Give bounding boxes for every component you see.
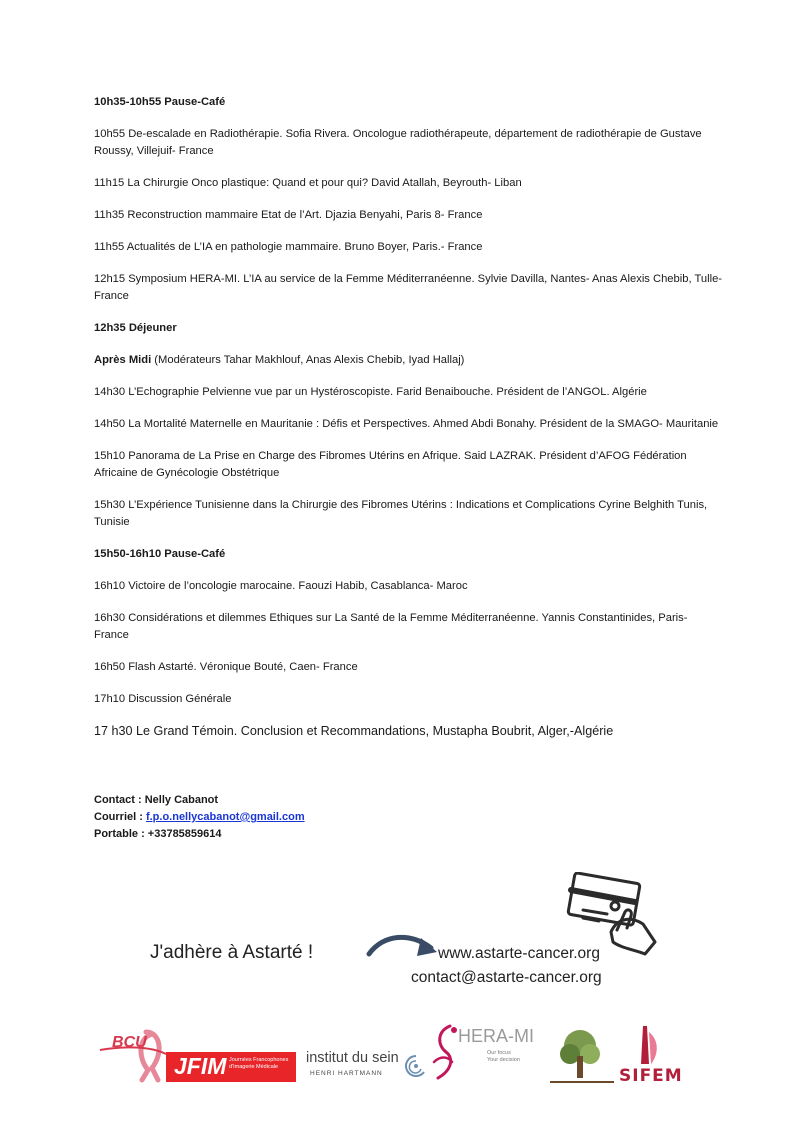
program-list — [94, 94, 724, 755]
program-item-text: (Modérateurs Tahar Makhlouf, Anas Alexis Chebib, Iyad Hallaj) — [151, 354, 465, 366]
jfim-logo-text: JFIM — [174, 1053, 227, 1079]
program-item — [94, 175, 724, 192]
contact-block — [94, 792, 305, 843]
promo-website[interactable]: www.astarte-cancer.org — [438, 945, 600, 962]
university-logo — [542, 1022, 622, 1088]
program-item — [94, 416, 724, 433]
contact-email-row — [94, 809, 305, 826]
program-item-text: 11h35 Reconstruction mammaire Etat de l’Art. Djazia Benyahi, Paris 8- France — [94, 209, 483, 221]
program-item-text: 14h30 L’Echographie Pelvienne vue par un Hystéroscopiste. Farid Benaibouche. Président de l’ANGOL. Algérie — [94, 386, 647, 398]
sifem-logo-text: SIFEM — [619, 1066, 683, 1086]
program-item — [94, 94, 724, 111]
program-item — [94, 723, 724, 740]
program-item-lead: Après Midi — [94, 354, 152, 366]
partner-logos — [0, 1018, 798, 1088]
sifem-logo — [617, 1024, 685, 1088]
institut-logo-text: institut du sein — [306, 1050, 399, 1066]
swirl-icon — [402, 1052, 428, 1080]
promo-email[interactable]: contact@astarte-cancer.org — [411, 969, 602, 986]
institut-du-sein-logo — [306, 1050, 428, 1084]
program-item-text: 15h10 Panorama de La Prise en Charge des Fibromes Utérins en Afrique. Said LAZRAK. Président d’AFOG Fédération Africaine de Gynécologie Obstétrique — [94, 450, 687, 479]
program-item-text: 15h50-16h10 Pause-Café — [94, 548, 226, 560]
program-item-text: 17 h30 Le Grand Témoin. Conclusion et Recommandations, Mustapha Boubrit, Alger,-Algérie — [94, 724, 614, 738]
hera-mi-logo-text: HERA-MI — [458, 1026, 534, 1046]
program-item — [94, 126, 724, 160]
promo-slogan: J'adhère à Astarté ! — [150, 942, 314, 963]
program-item-text: 14h50 La Mortalité Maternelle en Mauritanie : Défis et Perspectives. Ahmed Abdi Bonahy. Président de la SMAGO- Mauritanie — [94, 418, 719, 430]
program-item — [94, 546, 724, 563]
program-item-text: 12h35 Déjeuner — [94, 322, 177, 334]
program-item-text: 10h55 De-escalade en Radiothérapie. Sofia Rivera. Oncologue radiothérapeute, département de radiothérapie de Gustave Roussy, Villejuif- France — [94, 128, 702, 157]
jfim-logo-subtitle: Journées Francophones d'Imagerie Médicale — [229, 1057, 289, 1070]
program-item — [94, 691, 724, 708]
contact-email-label: Courriel : — [94, 811, 146, 823]
program-item — [94, 320, 724, 337]
program-item-text: 16h30 Considérations et dilemmes Ethiques sur La Santé de la Femme Méditerranéenne. Yannis Constantinides, Paris- France — [94, 612, 688, 641]
program-item — [94, 610, 724, 644]
bcu-logo-text: BCU — [112, 1034, 147, 1051]
program-item-text: 11h55 Actualités de L’IA en pathologie mammaire. Bruno Boyer, Paris.- France — [94, 241, 483, 253]
membership-card-icon — [565, 872, 661, 958]
program-item-text: 16h50 Flash Astarté. Véronique Bouté, Caen- France — [94, 661, 358, 673]
tree-icon — [542, 1022, 622, 1088]
contact-name: Contact : Nelly Cabanot — [94, 794, 219, 806]
sifem-emblem-icon — [625, 1024, 665, 1066]
bcu-logo — [94, 1028, 174, 1083]
program-item-text: 10h35-10h55 Pause-Café — [94, 96, 226, 108]
program-item-text: 16h10 Victoire de l’oncologie marocaine. Faouzi Habib, Casablanca- Maroc — [94, 580, 468, 592]
program-item — [94, 384, 724, 401]
arrow-icon — [365, 928, 443, 968]
institut-logo-subtitle: HENRI HARTMANN — [310, 1070, 383, 1077]
hera-mi-logo — [430, 1022, 540, 1086]
program-item — [94, 352, 724, 369]
program-item-text: 15h30 L’Expérience Tunisienne dans la Chirurgie des Fibromes Utérins : Indications et Complications Cyrine Belghith Tunis, Tunisie — [94, 499, 708, 528]
program-item — [94, 239, 724, 256]
program-item — [94, 497, 724, 531]
program-item — [94, 271, 724, 305]
program-item — [94, 207, 724, 224]
program-item-text: 11h15 La Chirurgie Onco plastique: Quand et pour qui? David Atallah, Beyrouth- Liban — [94, 177, 522, 189]
contact-phone: Portable : +33785859614 — [94, 828, 222, 840]
hera-mi-tagline: Our focus Your decision — [487, 1050, 520, 1063]
program-item — [94, 448, 724, 482]
program-item — [94, 659, 724, 676]
contact-email-link[interactable]: f.p.o.nellycabanot@gmail.com — [145, 811, 305, 823]
jfim-logo — [166, 1052, 296, 1082]
program-item — [94, 578, 724, 595]
program-item-text: 12h15 Symposium HERA-MI. L’IA au service de la Femme Méditerranéenne. Sylvie Davilla, Nantes- Anas Alexis Chebib, Tulle- France — [94, 273, 723, 302]
program-item-text: 17h10 Discussion Générale — [94, 693, 232, 705]
